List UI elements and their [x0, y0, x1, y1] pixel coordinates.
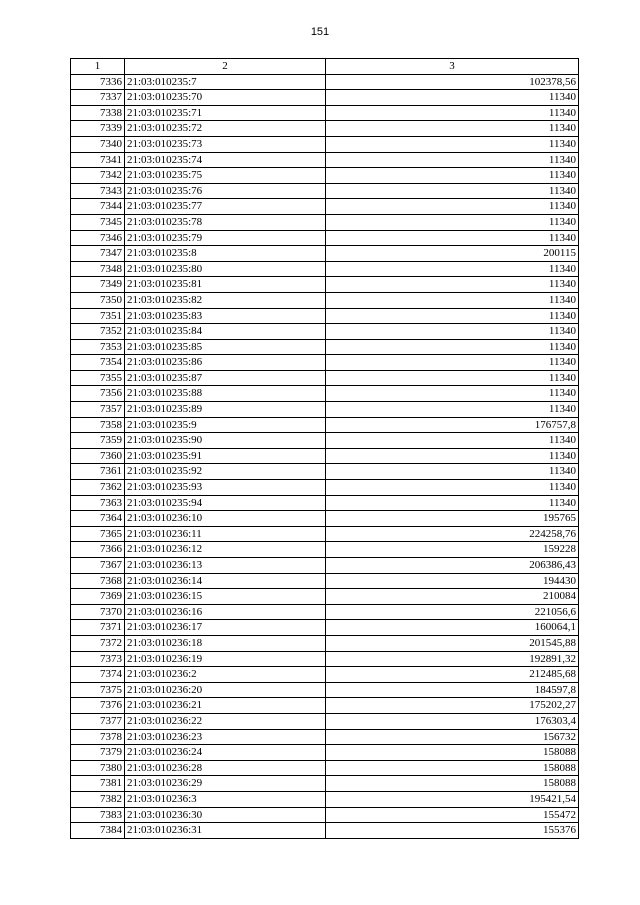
table-row: [71, 230, 579, 246]
table-row: [71, 105, 579, 121]
row-number-cell: 7344: [71, 199, 125, 215]
cadastral-number-cell: 21:03:010236:11: [125, 526, 326, 542]
row-number-cell: 7379: [71, 745, 125, 761]
cadastral-number-cell: 21:03:010235:76: [125, 183, 326, 199]
value-cell: 11340: [326, 168, 579, 184]
value-cell: 158088: [326, 760, 579, 776]
row-number-cell: 7373: [71, 651, 125, 667]
value-cell: 11340: [326, 339, 579, 355]
table-row: [71, 635, 579, 651]
row-number-cell: 7378: [71, 729, 125, 745]
table-row: [71, 355, 579, 371]
cadastral-number-cell: 21:03:010236:20: [125, 682, 326, 698]
table-row: [71, 620, 579, 636]
value-cell: 224258,76: [326, 526, 579, 542]
row-number-cell: 7336: [71, 74, 125, 90]
cadastral-number-cell: 21:03:010236:3: [125, 791, 326, 807]
cadastral-number-cell: 21:03:010235:71: [125, 105, 326, 121]
row-number-cell: 7366: [71, 542, 125, 558]
table-row: [71, 713, 579, 729]
value-cell: 184597,8: [326, 682, 579, 698]
cadastral-number-cell: 21:03:010235:89: [125, 402, 326, 418]
value-cell: 176303,4: [326, 713, 579, 729]
table-row: [71, 667, 579, 683]
value-cell: 11340: [326, 433, 579, 449]
value-cell: 11340: [326, 277, 579, 293]
cadastral-number-cell: 21:03:010235:78: [125, 214, 326, 230]
row-number-cell: 7362: [71, 480, 125, 496]
page-number: 151: [310, 26, 330, 38]
cadastral-number-cell: 21:03:010236:12: [125, 542, 326, 558]
row-number-cell: 7347: [71, 246, 125, 262]
value-cell: 11340: [326, 480, 579, 496]
table-row: [71, 823, 579, 839]
cadastral-number-cell: 21:03:010235:77: [125, 199, 326, 215]
value-cell: 210084: [326, 589, 579, 605]
value-cell: 201545,88: [326, 635, 579, 651]
table-row: [71, 745, 579, 761]
value-cell: 221056,6: [326, 604, 579, 620]
row-number-cell: 7342: [71, 168, 125, 184]
table-row: [71, 729, 579, 745]
row-number-cell: 7380: [71, 760, 125, 776]
row-number-cell: 7376: [71, 698, 125, 714]
table-row: [71, 168, 579, 184]
cadastral-number-cell: 21:03:010235:85: [125, 339, 326, 355]
row-number-cell: 7354: [71, 355, 125, 371]
row-number-cell: 7357: [71, 402, 125, 418]
value-cell: 102378,56: [326, 74, 579, 90]
table-row: [71, 511, 579, 527]
value-cell: 206386,43: [326, 558, 579, 574]
table-row: [71, 807, 579, 823]
cadastral-number-cell: 21:03:010236:18: [125, 635, 326, 651]
value-cell: 11340: [326, 292, 579, 308]
cadastral-number-cell: 21:03:010235:92: [125, 464, 326, 480]
cadastral-number-cell: 21:03:010236:15: [125, 589, 326, 605]
value-cell: 155376: [326, 823, 579, 839]
cadastral-number-cell: 21:03:010235:75: [125, 168, 326, 184]
value-cell: 11340: [326, 464, 579, 480]
value-cell: 194430: [326, 573, 579, 589]
row-number-cell: 7337: [71, 90, 125, 106]
row-number-cell: 7341: [71, 152, 125, 168]
value-cell: 11340: [326, 261, 579, 277]
cadastral-number-cell: 21:03:010235:83: [125, 308, 326, 324]
table-row: [71, 682, 579, 698]
value-cell: 11340: [326, 324, 579, 340]
cadastral-number-cell: 21:03:010235:82: [125, 292, 326, 308]
cadastral-number-cell: 21:03:010236:30: [125, 807, 326, 823]
cadastral-number-cell: 21:03:010235:7: [125, 74, 326, 90]
table-row: [71, 448, 579, 464]
value-cell: 11340: [326, 495, 579, 511]
column-header-1: 1: [71, 59, 125, 75]
table-row: [71, 277, 579, 293]
value-cell: 175202,27: [326, 698, 579, 714]
cadastral-number-cell: 21:03:010235:73: [125, 136, 326, 152]
row-number-cell: 7381: [71, 776, 125, 792]
row-number-cell: 7338: [71, 105, 125, 121]
row-number-cell: 7355: [71, 370, 125, 386]
table-row: [71, 573, 579, 589]
cadastral-number-cell: 21:03:010235:90: [125, 433, 326, 449]
cadastral-number-cell: 21:03:010236:14: [125, 573, 326, 589]
value-cell: 11340: [326, 199, 579, 215]
cadastral-number-cell: 21:03:010236:23: [125, 729, 326, 745]
table-row: [71, 183, 579, 199]
row-number-cell: 7360: [71, 448, 125, 464]
value-cell: 192891,32: [326, 651, 579, 667]
value-cell: 159228: [326, 542, 579, 558]
row-number-cell: 7375: [71, 682, 125, 698]
row-number-cell: 7368: [71, 573, 125, 589]
row-number-cell: 7349: [71, 277, 125, 293]
value-cell: 11340: [326, 230, 579, 246]
table-row: [71, 604, 579, 620]
value-cell: 11340: [326, 214, 579, 230]
cadastral-number-cell: 21:03:010236:19: [125, 651, 326, 667]
cadastral-number-cell: 21:03:010235:91: [125, 448, 326, 464]
column-header-2: 2: [125, 59, 326, 75]
table-row: [71, 480, 579, 496]
value-cell: 156732: [326, 729, 579, 745]
value-cell: 200115: [326, 246, 579, 262]
row-number-cell: 7383: [71, 807, 125, 823]
row-number-cell: 7361: [71, 464, 125, 480]
data-table: [70, 58, 579, 839]
cadastral-number-cell: 21:03:010235:81: [125, 277, 326, 293]
value-cell: 11340: [326, 136, 579, 152]
row-number-cell: 7353: [71, 339, 125, 355]
cadastral-number-cell: 21:03:010235:74: [125, 152, 326, 168]
value-cell: 11340: [326, 402, 579, 418]
cadastral-number-cell: 21:03:010235:72: [125, 121, 326, 137]
value-cell: 11340: [326, 105, 579, 121]
table-row: [71, 698, 579, 714]
row-number-cell: 7384: [71, 823, 125, 839]
cadastral-number-cell: 21:03:010236:24: [125, 745, 326, 761]
row-number-cell: 7345: [71, 214, 125, 230]
table-row: [71, 121, 579, 137]
row-number-cell: 7377: [71, 713, 125, 729]
value-cell: 11340: [326, 152, 579, 168]
value-cell: 195421,54: [326, 791, 579, 807]
row-number-cell: 7365: [71, 526, 125, 542]
table-body: [71, 74, 579, 838]
value-cell: 11340: [326, 448, 579, 464]
table-row: [71, 542, 579, 558]
table-row: [71, 495, 579, 511]
value-cell: 158088: [326, 776, 579, 792]
value-cell: 195765: [326, 511, 579, 527]
value-cell: 11340: [326, 90, 579, 106]
value-cell: 11340: [326, 308, 579, 324]
row-number-cell: 7350: [71, 292, 125, 308]
cadastral-number-cell: 21:03:010236:22: [125, 713, 326, 729]
cadastral-number-cell: 21:03:010236:28: [125, 760, 326, 776]
cadastral-number-cell: 21:03:010235:80: [125, 261, 326, 277]
table-row: [71, 791, 579, 807]
table-row: [71, 776, 579, 792]
value-cell: 11340: [326, 183, 579, 199]
table-row: [71, 292, 579, 308]
table-row: [71, 136, 579, 152]
cadastral-number-cell: 21:03:010235:87: [125, 370, 326, 386]
table-row: [71, 433, 579, 449]
row-number-cell: 7359: [71, 433, 125, 449]
row-number-cell: 7348: [71, 261, 125, 277]
value-cell: 11340: [326, 386, 579, 402]
cadastral-number-cell: 21:03:010236:17: [125, 620, 326, 636]
column-header-3: 3: [326, 59, 579, 75]
value-cell: 155472: [326, 807, 579, 823]
cadastral-number-cell: 21:03:010236:29: [125, 776, 326, 792]
row-number-cell: 7351: [71, 308, 125, 324]
cadastral-number-cell: 21:03:010235:93: [125, 480, 326, 496]
cadastral-number-cell: 21:03:010236:10: [125, 511, 326, 527]
table-row: [71, 370, 579, 386]
row-number-cell: 7339: [71, 121, 125, 137]
table-row: [71, 760, 579, 776]
row-number-cell: 7371: [71, 620, 125, 636]
cadastral-number-cell: 21:03:010236:16: [125, 604, 326, 620]
table-row: [71, 558, 579, 574]
table-row: [71, 214, 579, 230]
cadastral-number-cell: 21:03:010235:84: [125, 324, 326, 340]
row-number-cell: 7374: [71, 667, 125, 683]
row-number-cell: 7356: [71, 386, 125, 402]
value-cell: 212485,68: [326, 667, 579, 683]
row-number-cell: 7367: [71, 558, 125, 574]
value-cell: 11340: [326, 355, 579, 371]
table-row: [71, 246, 579, 262]
cadastral-number-cell: 21:03:010235:86: [125, 355, 326, 371]
table-row: [71, 526, 579, 542]
table-row: [71, 402, 579, 418]
table-row: [71, 386, 579, 402]
row-number-cell: 7372: [71, 635, 125, 651]
value-cell: 158088: [326, 745, 579, 761]
table-row: [71, 651, 579, 667]
row-number-cell: 7363: [71, 495, 125, 511]
row-number-cell: 7352: [71, 324, 125, 340]
cadastral-number-cell: 21:03:010235:94: [125, 495, 326, 511]
table-row: [71, 417, 579, 433]
table-row: [71, 199, 579, 215]
cadastral-number-cell: 21:03:010235:70: [125, 90, 326, 106]
table-row: [71, 339, 579, 355]
row-number-cell: 7358: [71, 417, 125, 433]
cadastral-number-cell: 21:03:010235:8: [125, 246, 326, 262]
cadastral-number-cell: 21:03:010235:9: [125, 417, 326, 433]
value-cell: 11340: [326, 121, 579, 137]
table-row: [71, 74, 579, 90]
row-number-cell: 7340: [71, 136, 125, 152]
cadastral-number-cell: 21:03:010235:88: [125, 386, 326, 402]
table-row: [71, 308, 579, 324]
cadastral-number-cell: 21:03:010235:79: [125, 230, 326, 246]
table-row: [71, 152, 579, 168]
row-number-cell: 7370: [71, 604, 125, 620]
row-number-cell: 7346: [71, 230, 125, 246]
cadastral-number-cell: 21:03:010236:2: [125, 667, 326, 683]
table-row: [71, 589, 579, 605]
cadastral-number-cell: 21:03:010236:31: [125, 823, 326, 839]
row-number-cell: 7343: [71, 183, 125, 199]
row-number-cell: 7382: [71, 791, 125, 807]
table-row: [71, 90, 579, 106]
table-row: [71, 464, 579, 480]
value-cell: 11340: [326, 370, 579, 386]
table-header-row: [71, 59, 579, 75]
value-cell: 160064,1: [326, 620, 579, 636]
cadastral-number-cell: 21:03:010236:13: [125, 558, 326, 574]
table-row: [71, 261, 579, 277]
row-number-cell: 7364: [71, 511, 125, 527]
table-row: [71, 324, 579, 340]
row-number-cell: 7369: [71, 589, 125, 605]
value-cell: 176757,8: [326, 417, 579, 433]
cadastral-number-cell: 21:03:010236:21: [125, 698, 326, 714]
